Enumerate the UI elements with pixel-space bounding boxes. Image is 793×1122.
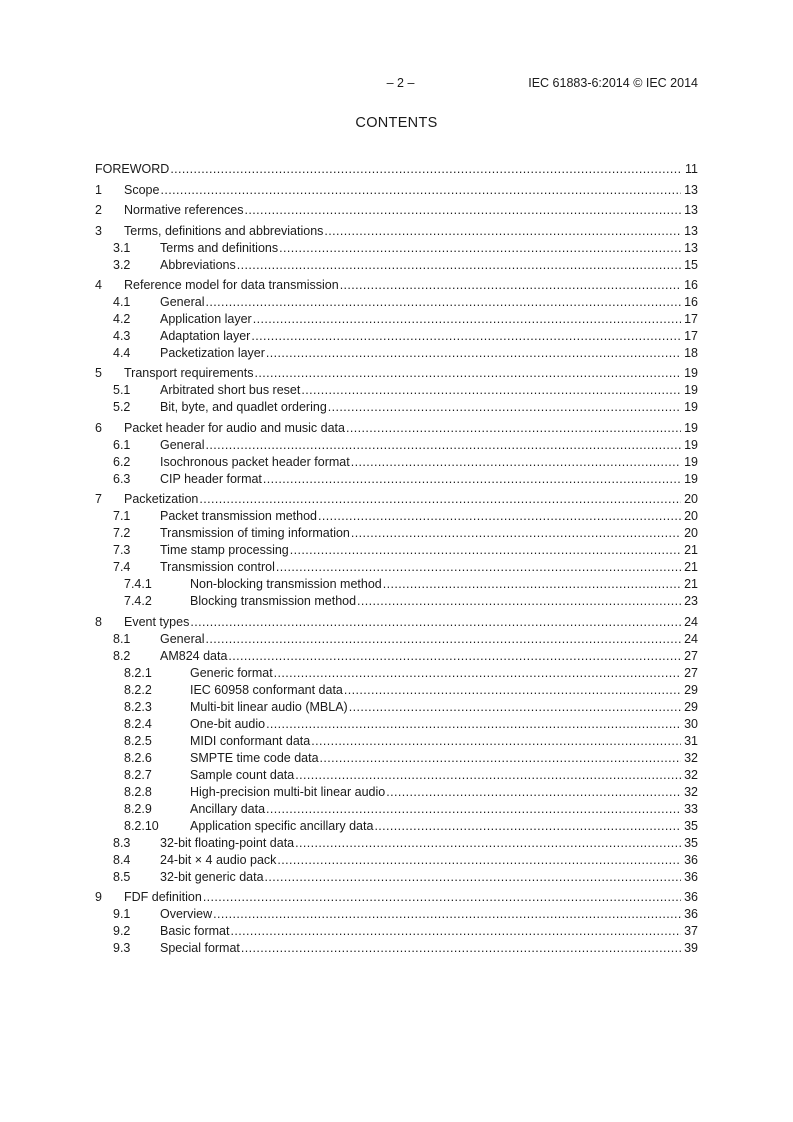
toc-leader-dots [266, 802, 681, 817]
toc-entry-number: 9.3 [113, 940, 131, 955]
toc-entry-title: Transmission control [160, 560, 275, 575]
toc-entry-title: Time stamp processing [160, 543, 289, 558]
toc-entry[interactable] [95, 203, 698, 218]
toc-entry-number: 8.4 [113, 852, 131, 867]
toc-entry[interactable] [95, 649, 698, 664]
page-header [95, 76, 698, 92]
toc-entry-title: 24-bit × 4 audio pack [160, 852, 277, 867]
toc-leader-dots [251, 329, 681, 344]
toc-entry[interactable] [95, 183, 698, 198]
toc-entry-title: Application layer [160, 311, 252, 326]
toc-entry[interactable] [95, 615, 698, 630]
toc-entry[interactable] [95, 526, 698, 541]
toc-leader-dots [295, 836, 681, 851]
toc-leader-dots [205, 295, 681, 310]
toc-entry[interactable] [95, 455, 698, 470]
toc-leader-dots [340, 278, 681, 293]
toc-leader-dots [263, 472, 681, 487]
toc-entry-number: 3.1 [113, 240, 131, 255]
toc-leader-dots [266, 717, 681, 732]
toc-entry-page: 13 [684, 223, 698, 238]
toc-leader-dots [351, 526, 681, 541]
toc-leader-dots [344, 683, 681, 698]
table-of-contents [95, 157, 698, 958]
toc-entry[interactable] [95, 312, 698, 327]
toc-entry-page: 33 [684, 801, 698, 816]
toc-entry-number: 8.2.8 [124, 784, 152, 799]
toc-entry-page: 37 [684, 923, 698, 938]
toc-entry-title: General [160, 294, 205, 309]
toc-entry-title: FOREWORD [95, 162, 170, 177]
toc-entry-title: SMPTE time code data [190, 750, 319, 765]
toc-entry-page: 13 [684, 182, 698, 197]
toc-entry-title: Generic format [190, 665, 273, 680]
toc-leader-dots [170, 162, 681, 177]
toc-entry[interactable] [95, 560, 698, 575]
toc-entry[interactable] [95, 870, 698, 885]
toc-entry-number: 5.2 [113, 400, 131, 415]
toc-leader-dots [241, 941, 681, 956]
toc-entry-title: General [160, 631, 205, 646]
toc-entry[interactable] [95, 632, 698, 647]
toc-entry-page: 30 [684, 716, 698, 731]
toc-entry-page: 24 [684, 631, 698, 646]
toc-leader-dots [374, 819, 681, 834]
toc-entry-page: 36 [684, 869, 698, 884]
toc-entry-title: Event types [124, 614, 190, 629]
toc-entry-page: 36 [684, 889, 698, 904]
toc-entry-page: 24 [684, 614, 698, 629]
toc-entry-title: Reference model for data transmission [124, 277, 339, 292]
toc-entry[interactable] [95, 438, 698, 453]
toc-entry[interactable] [95, 241, 698, 256]
toc-entry-page: 15 [684, 257, 698, 272]
toc-entry-number: 8.2.10 [124, 818, 159, 833]
toc-leader-dots [320, 751, 681, 766]
toc-entry-page: 32 [684, 784, 698, 799]
toc-leader-dots [237, 258, 681, 273]
toc-entry-page: 32 [684, 767, 698, 782]
toc-entry[interactable] [95, 666, 698, 681]
toc-entry-page: 27 [684, 665, 698, 680]
toc-entry-number: 8.5 [113, 869, 131, 884]
toc-entry-title: 32-bit generic data [160, 869, 264, 884]
toc-entry[interactable] [95, 492, 698, 507]
toc-entry-title: Special format [160, 940, 240, 955]
toc-entry-page: 19 [684, 383, 698, 398]
toc-entry-number: 8.2.9 [124, 801, 152, 816]
toc-entry-page: 39 [684, 940, 698, 955]
toc-entry[interactable] [95, 717, 698, 732]
toc-leader-dots [349, 700, 681, 715]
toc-entry-number: 7.4.1 [124, 577, 152, 592]
toc-entry-page: 36 [684, 852, 698, 867]
toc-entry-page: 13 [684, 203, 698, 218]
toc-leader-dots [318, 509, 681, 524]
toc-leader-dots [290, 543, 681, 558]
toc-leader-dots [328, 400, 681, 415]
toc-entry-title: Abbreviations [160, 257, 236, 272]
toc-entry-title: 32-bit floating-point data [160, 835, 295, 850]
toc-leader-dots [346, 421, 681, 436]
toc-entry-title: Bit, byte, and quadlet ordering [160, 400, 327, 415]
toc-entry-number: 4.1 [113, 294, 131, 309]
toc-entry-page: 20 [684, 492, 698, 507]
toc-entry-title: Terms and definitions [160, 240, 279, 255]
toc-entry-number: 6.2 [113, 454, 131, 469]
toc-leader-dots [266, 346, 681, 361]
toc-entry-page: 19 [684, 437, 698, 452]
toc-entry-page: 31 [684, 733, 698, 748]
toc-entry-page: 17 [684, 328, 698, 343]
toc-entry-page: 19 [684, 420, 698, 435]
toc-entry-number: 8.3 [113, 835, 131, 850]
toc-entry-number: 7.2 [113, 526, 131, 541]
toc-entry-number: 6 [95, 420, 102, 435]
page-title: CONTENTS [355, 115, 438, 131]
toc-entry-page: 20 [684, 509, 698, 524]
toc-entry-title: Isochronous packet header format [160, 454, 350, 469]
toc-entry-page: 32 [684, 750, 698, 765]
toc-entry-number: 7 [95, 492, 102, 507]
toc-entry-page: 21 [684, 577, 698, 592]
toc-entry-page: 29 [684, 682, 698, 697]
toc-entry[interactable] [95, 295, 698, 310]
toc-entry-page: 21 [684, 543, 698, 558]
toc-entry-title: Overview [160, 906, 213, 921]
toc-entry[interactable] [95, 836, 698, 851]
toc-entry[interactable] [95, 890, 698, 905]
toc-entry[interactable] [95, 768, 698, 783]
toc-entry-number: 9 [95, 889, 102, 904]
toc-entry-number: 6.1 [113, 437, 131, 452]
toc-leader-dots [274, 666, 681, 681]
toc-entry-page: 16 [684, 277, 698, 292]
toc-entry[interactable] [95, 683, 698, 698]
toc-entry[interactable] [95, 907, 698, 922]
toc-entry[interactable] [95, 577, 698, 592]
toc-entry-number: 5.1 [113, 383, 131, 398]
toc-entry-title: Normative references [124, 203, 244, 218]
toc-leader-dots [277, 853, 681, 868]
toc-entry-title: Packetization layer [160, 345, 265, 360]
toc-entry-title: IEC 60958 conformant data [190, 682, 343, 697]
toc-entry-title: Scope [124, 182, 160, 197]
toc-entry[interactable] [95, 700, 698, 715]
toc-entry-number: 8.2 [113, 648, 131, 663]
toc-entry-title: Non-blocking transmission method [190, 577, 382, 592]
toc-leader-dots [324, 224, 681, 239]
toc-leader-dots [351, 455, 681, 470]
toc-entry-number: 8.2.3 [124, 699, 152, 714]
toc-leader-dots [311, 734, 681, 749]
toc-leader-dots [228, 649, 681, 664]
toc-entry[interactable] [95, 924, 698, 939]
toc-leader-dots [190, 615, 681, 630]
toc-entry-page: 19 [684, 366, 698, 381]
page-number: – 2 – [386, 76, 415, 90]
toc-entry-page: 17 [684, 311, 698, 326]
toc-entry-number: 8.2.5 [124, 733, 152, 748]
toc-entry-number: 7.4 [113, 560, 131, 575]
toc-entry-number: 5 [95, 366, 102, 381]
toc-leader-dots [199, 492, 681, 507]
toc-entry-page: 13 [684, 240, 698, 255]
toc-entry[interactable] [95, 258, 698, 273]
toc-entry[interactable] [95, 400, 698, 415]
toc-entry[interactable] [95, 278, 698, 293]
toc-entry-page: 11 [685, 162, 698, 177]
toc-entry[interactable] [95, 853, 698, 868]
toc-leader-dots [205, 632, 681, 647]
toc-entry[interactable] [95, 509, 698, 524]
toc-entry[interactable] [95, 543, 698, 558]
toc-leader-dots [386, 785, 681, 800]
toc-leader-dots [230, 924, 681, 939]
toc-entry[interactable] [95, 734, 698, 749]
toc-leader-dots [301, 383, 681, 398]
toc-entry-title: Basic format [160, 923, 230, 938]
toc-entry-page: 19 [684, 400, 698, 415]
toc-entry-page: 21 [684, 560, 698, 575]
toc-entry-title: Packetization [124, 492, 199, 507]
toc-leader-dots [265, 870, 681, 885]
toc-entry[interactable] [95, 162, 698, 177]
toc-entry-title: Sample count data [190, 767, 295, 782]
toc-entry-title: Application specific ancillary data [190, 818, 374, 833]
toc-entry-number: 1 [95, 182, 102, 197]
toc-entry-title: CIP header format [160, 471, 262, 486]
toc-entry-number: 7.3 [113, 543, 131, 558]
toc-entry-number: 7.1 [113, 509, 131, 524]
toc-entry[interactable] [95, 819, 698, 834]
toc-entry[interactable] [95, 346, 698, 361]
toc-entry-page: 16 [684, 294, 698, 309]
toc-entry-title: Multi-bit linear audio (MBLA) [190, 699, 348, 714]
toc-entry-title: High-precision multi-bit linear audio [190, 784, 386, 799]
toc-leader-dots [245, 203, 682, 218]
toc-entry-number: 8.2.7 [124, 767, 152, 782]
toc-entry-page: 36 [684, 906, 698, 921]
toc-leader-dots [253, 312, 681, 327]
toc-entry-page: 27 [684, 648, 698, 663]
toc-entry-number: 9.2 [113, 923, 131, 938]
toc-entry[interactable] [95, 421, 698, 436]
toc-entry[interactable] [95, 785, 698, 800]
toc-entry[interactable] [95, 329, 698, 344]
toc-leader-dots [276, 560, 681, 575]
toc-entry-page: 35 [684, 818, 698, 833]
toc-entry-title: Packet header for audio and music data [124, 420, 345, 435]
toc-entry[interactable] [95, 366, 698, 381]
toc-entry-title: Adaptation layer [160, 328, 251, 343]
toc-entry[interactable] [95, 594, 698, 609]
toc-entry-title: Blocking transmission method [190, 594, 357, 609]
toc-entry[interactable] [95, 941, 698, 956]
toc-entry-title: Transport requirements [124, 366, 254, 381]
toc-leader-dots [383, 577, 681, 592]
toc-entry-number: 8.2.4 [124, 716, 152, 731]
toc-entry-number: 4.2 [113, 311, 131, 326]
toc-entry-page: 20 [684, 526, 698, 541]
standard-reference: IEC 61883-6:2014 © IEC 2014 [528, 76, 698, 90]
toc-entry[interactable] [95, 802, 698, 817]
toc-entry-number: 2 [95, 203, 102, 218]
toc-entry-number: 4 [95, 277, 102, 292]
toc-entry-title: General [160, 437, 205, 452]
toc-entry-page: 29 [684, 699, 698, 714]
toc-entry-number: 3 [95, 223, 102, 238]
toc-entry-title: MIDI conformant data [190, 733, 311, 748]
toc-entry-page: 19 [684, 454, 698, 469]
toc-entry-number: 6.3 [113, 471, 131, 486]
toc-entry-page: 19 [684, 471, 698, 486]
toc-leader-dots [205, 438, 681, 453]
toc-entry-page: 23 [684, 594, 698, 609]
toc-entry-title: Packet transmission method [160, 509, 318, 524]
toc-entry-title: Ancillary data [190, 801, 266, 816]
toc-leader-dots [295, 768, 681, 783]
toc-entry[interactable] [95, 224, 698, 239]
toc-entry-title: Arbitrated short bus reset [160, 383, 301, 398]
toc-entry-number: 3.2 [113, 257, 131, 272]
toc-leader-dots [357, 594, 681, 609]
toc-entry-number: 8 [95, 614, 102, 629]
toc-entry-title: AM824 data [160, 648, 228, 663]
toc-entry-title: Terms, definitions and abbreviations [124, 223, 324, 238]
toc-entry-number: 8.2.6 [124, 750, 152, 765]
toc-entry-number: 7.4.2 [124, 594, 152, 609]
toc-entry-page: 35 [684, 835, 698, 850]
toc-entry-title: Transmission of timing information [160, 526, 350, 541]
toc-entry-number: 4.4 [113, 345, 131, 360]
toc-entry-number: 9.1 [113, 906, 131, 921]
toc-entry[interactable] [95, 751, 698, 766]
toc-leader-dots [254, 366, 681, 381]
toc-entry-title: One-bit audio [190, 716, 266, 731]
toc-leader-dots [203, 890, 681, 905]
toc-leader-dots [160, 183, 681, 198]
toc-entry-number: 8.2.2 [124, 682, 152, 697]
toc-entry-number: 8.1 [113, 631, 131, 646]
toc-entry[interactable] [95, 472, 698, 487]
toc-entry-number: 4.3 [113, 328, 131, 343]
toc-entry-number: 8.2.1 [124, 665, 152, 680]
toc-leader-dots [279, 241, 681, 256]
toc-entry-page: 18 [684, 345, 698, 360]
toc-entry-title: FDF definition [124, 889, 202, 904]
toc-leader-dots [213, 907, 681, 922]
toc-entry[interactable] [95, 383, 698, 398]
